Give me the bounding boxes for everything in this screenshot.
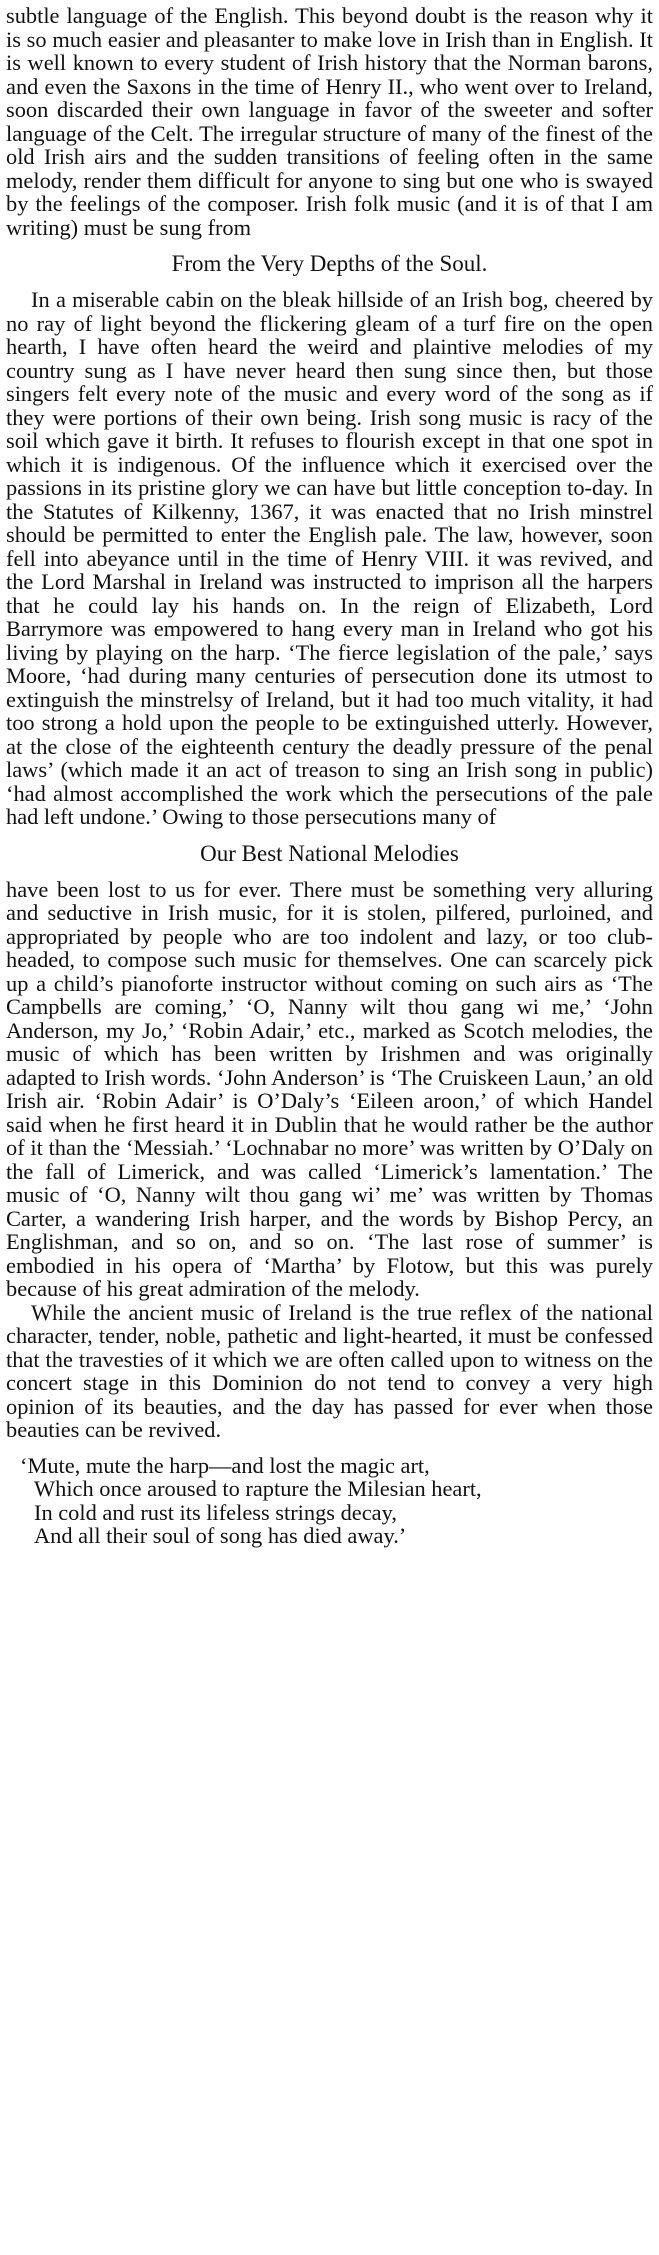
subheading-national-melodies: Our Best National Melodies bbox=[200, 840, 459, 866]
poem-line: And all their soul of song has died away.’ bbox=[34, 1523, 407, 1548]
paragraph-ancient-music: While the ancient music of Ireland is the true reflex of the national character, tender, noble, pathetic and light-hearted, it must be confessed that the travesties of it which we are often called upon to witness on the concert stage in this Dominion do not tend to convey a very high opinion of its beauties, and the day has passed for ever when those beauties can be revived. bbox=[6, 1299, 653, 1442]
paragraph-irish-cabin: In a miserable cabin on the bleak hillside of an Irish bog, cheered by no ray of light beyond the flickering gleam of a turf fire on the open hearth, I have often heard the weird and plaintive melodies of my country sung as I have never heard then sung since then, but those singers felt every note of the music and every word of the song as if they were portions of their own being. Irish song music is racy of the soil which gave it birth. It refuses to flourish except in that one spot in which it is indigenous. Of the influence which it exercised over the passions in its pristine glory we can have but little conception to-day. In the Statutes of Kilkenny, 1367, it was enacted that no Irish minstrel should be permitted to enter the English pale. The law, however, soon fell into abeyance until in the time of Henry VIII. it was revived, and the Lord Marshal in Ireland was instructed to imprison all the harpers that he could lay his hands on. In the reign of Elizabeth, Lord Barrymore was empowered to hang every man in Ireland who got his living by playing on the harp. ‘The fierce legislation of the pale,’ says Moore, ‘had during many centuries of persecution done its utmost to extinguish the minstrelsy of Ireland, but it had too much vitality, it had too strong a hold upon the people to be extinguished utterly. However, at the close of the eighteenth century the deadly pressure of the penal laws’ (which made it an act of treason to sing an Irish song in public) ‘had almost accomplished the work which the persecutions of the pale had left undone.’ Owing to those persecutions many of bbox=[6, 287, 653, 829]
poem-line: Which once aroused to rapture the Milesian heart, bbox=[34, 1476, 482, 1501]
paragraph-opening: subtle language of the English. This beyond doubt is the reason why it is so much easier and pleasanter to make love in Irish than in English. It is well known to every student of Irish history that the Norman barons, and even the Saxons in the time of Henry II., who went over to Ireland, soon discarded their own language in favor of the sweeter and softer language of the Celt. The irregular structure of many of the finest of the old Irish airs and the sudden transitions of feeling often in the same melody, render them difficult for anyone to sing but one who is swayed by the feelings of the composer. Irish folk music (and it is of that I am writing) must be sung from bbox=[6, 3, 653, 240]
poem-line: ‘Mute, mute the harp—and lost the magic art, bbox=[20, 1452, 430, 1478]
subheading-depths-of-soul: From the Very Depths of the Soul. bbox=[171, 251, 488, 276]
paragraph-stolen-melodies: have been lost to us for ever. There must be something very alluring and seductive in Irish music, for it is stolen, pilfered, purloined, and appropriated by people who are too indolent and lazy, or too club-headed, to compose such music for themselves. One can scarcely pick up a child’s pianoforte instructor without coming on such airs as ‘The Campbells are coming,’ ‘O, Nanny wilt thou gang wi me,’ ‘John Anderson, my Jo,’ ‘Robin Adair,’ etc., marked as Scotch melodies, the music of which has been written by Irishmen and was originally adapted to Irish words. ‘John Anderson’ is ‘The Cruiskeen Laun,’ an old Irish air. ‘Robin Adair’ is O’Daly’s ‘Eileen aroon,’ of which Handel said when he first heard it in Dublin that he would rather be the author of it than the ‘Messiah.’ ‘Lochnabar no more’ was written by O’Daly on the fall of Limerick, and was called ‘Limerick’s lamentation.’ The music of ‘O, Nanny wilt thou gang wi’ me’ was written by Thomas Carter, a wandering Irish harper, and the words by Bishop Percy, an Englishman, and so on, and so on. ‘The last rose of summer’ is embodied in his opera of ‘Martha’ by Flotow, but this was purely because of his great admiration of the melody. bbox=[6, 876, 653, 1301]
poem-quotation bbox=[6, 1454, 653, 1548]
poem-line: In cold and rust its lifeless strings decay, bbox=[34, 1499, 397, 1525]
